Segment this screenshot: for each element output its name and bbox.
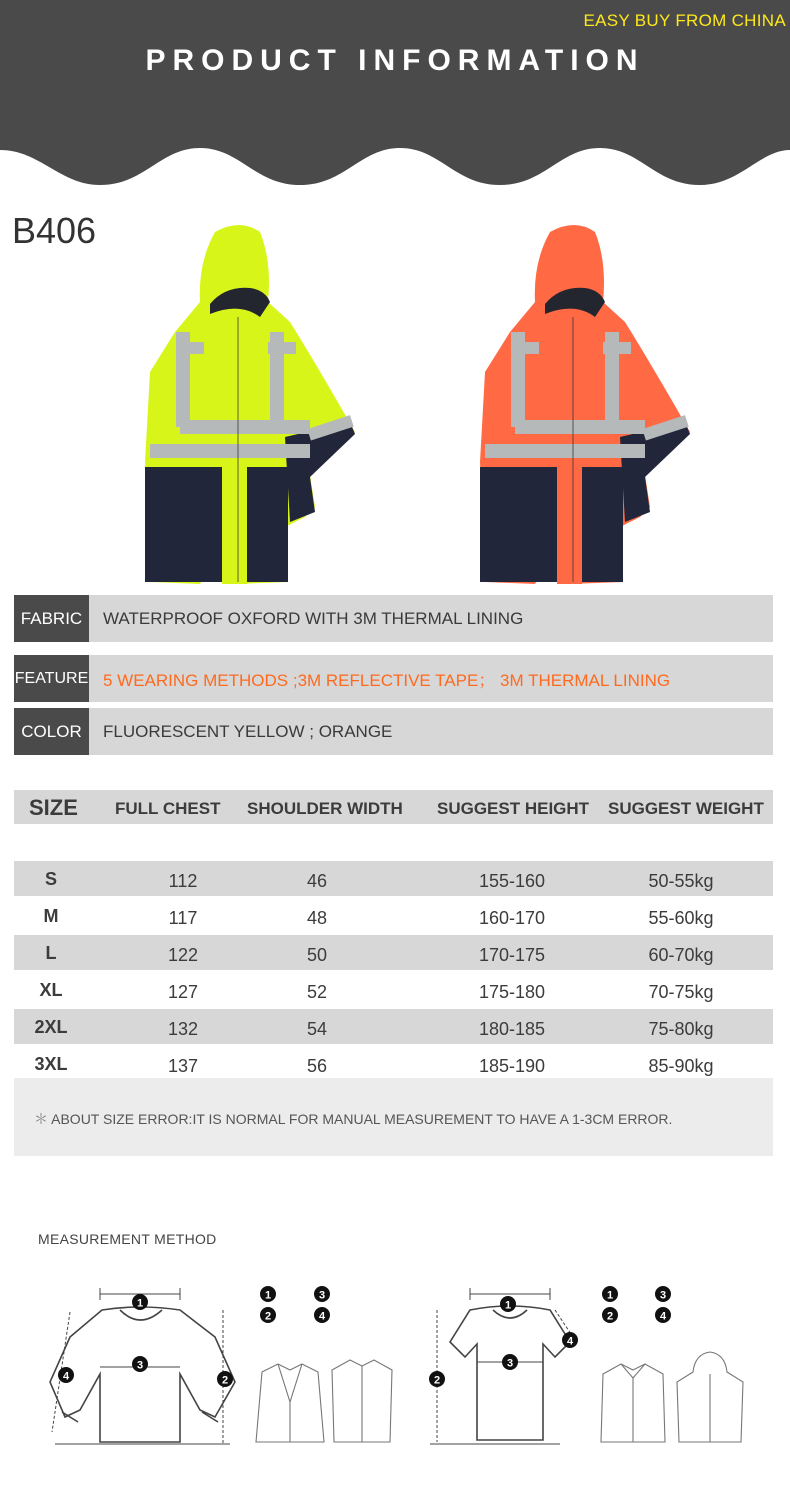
legend-marker-2: 2 — [264, 1310, 272, 1323]
size-table-header — [14, 790, 773, 824]
marker-4: 4 — [566, 1335, 574, 1348]
cell-chest: 137 — [167, 1056, 199, 1076]
marker-3: 3 — [136, 1359, 144, 1372]
legend-marker-4: 4 — [318, 1310, 326, 1323]
cell-weight: 55-60kg — [648, 908, 714, 928]
measurement-diagram-long-sleeve — [40, 1282, 395, 1452]
brand-text: EASY BUY FROM CHINA — [583, 11, 786, 30]
cell-weight: 70-75kg — [648, 982, 714, 1002]
cell-weight: 50-55kg — [648, 871, 714, 891]
cell-size: 3XL — [34, 1054, 68, 1074]
cell-height: 160-170 — [478, 908, 546, 928]
cell-size: S — [44, 869, 58, 889]
header-suggest-height: SUGGEST HEIGHT — [437, 799, 590, 818]
marker-1: 1 — [136, 1297, 144, 1310]
legend-marker-1: 1 — [264, 1289, 272, 1302]
legend-marker-4: 4 — [659, 1310, 667, 1323]
spec-label: COLOR — [14, 708, 89, 755]
spec-row-color — [14, 708, 773, 755]
marker-set — [58, 1294, 233, 1387]
model-number: B406 — [12, 210, 97, 251]
cell-chest: 112 — [168, 871, 198, 891]
jacket-icon — [332, 1360, 392, 1442]
marker-2: 2 — [433, 1374, 441, 1387]
page-title: PRODUCT INFORMATION — [145, 44, 645, 77]
jacket-image-orange — [475, 222, 695, 587]
hoodie-icon — [677, 1352, 743, 1442]
spec-row-fabric — [14, 595, 773, 642]
cell-shoulder: 54 — [306, 1019, 328, 1039]
measurement-diagram-short-sleeve — [425, 1282, 780, 1452]
cell-shoulder: 52 — [306, 982, 328, 1002]
header-full-chest: FULL CHEST — [115, 799, 221, 818]
cell-size: XL — [39, 980, 63, 1000]
spec-value: 5 WEARING METHODS ;3M REFLECTIVE TAPE； 3M THERMAL LINING — [103, 671, 671, 690]
note-text — [34, 1109, 672, 1129]
measurement-title: MEASUREMENT METHOD — [38, 1231, 217, 1247]
cell-shoulder: 48 — [306, 908, 328, 928]
note-body: ABOUT SIZE ERROR:IT IS NORMAL FOR MANUAL MEASUREMENT TO HAVE A 1-3CM ERROR. — [51, 1111, 673, 1127]
cell-weight: 75-80kg — [648, 1019, 714, 1039]
header-size: SIZE — [29, 795, 78, 820]
header-suggest-weight: SUGGEST WEIGHT — [608, 799, 764, 818]
spec-label: FEATURE — [14, 655, 89, 702]
table-row — [14, 898, 773, 933]
legend-marker-3: 3 — [318, 1289, 326, 1302]
spec-value: WATERPROOF OXFORD WITH 3M THERMAL LINING — [103, 608, 524, 628]
asterisk-icon: ＊ — [34, 1111, 48, 1127]
cell-height: 170-175 — [478, 945, 546, 965]
table-row — [14, 1009, 773, 1044]
marker-4: 4 — [62, 1370, 70, 1383]
cell-size: M — [43, 906, 59, 926]
page-header — [0, 0, 790, 190]
cell-weight: 60-70kg — [648, 945, 714, 965]
table-row — [14, 972, 773, 1007]
cell-size: L — [45, 943, 57, 963]
legend-marker-2: 2 — [606, 1310, 614, 1323]
spec-label: FABRIC — [14, 595, 89, 642]
cell-height: 175-180 — [478, 982, 546, 1002]
table-row — [14, 861, 773, 896]
cell-chest: 132 — [167, 1019, 199, 1039]
cell-height: 155-160 — [478, 871, 546, 891]
header-shoulder-width: SHOULDER WIDTH — [247, 799, 403, 818]
cell-chest: 127 — [167, 982, 199, 1002]
blazer-icon — [256, 1364, 324, 1442]
legend-marker-3: 3 — [659, 1289, 667, 1302]
size-error-note — [14, 1078, 773, 1156]
marker-1: 1 — [504, 1299, 512, 1312]
cell-shoulder: 50 — [306, 945, 328, 965]
marker-2: 2 — [221, 1374, 229, 1387]
cell-chest: 122 — [167, 945, 199, 965]
cell-shoulder: 46 — [306, 871, 328, 891]
cell-weight: 85-90kg — [648, 1056, 714, 1076]
table-row — [14, 935, 773, 970]
spec-value: FLUORESCENT YELLOW ; ORANGE — [103, 721, 393, 741]
cell-height: 185-190 — [478, 1056, 546, 1076]
legend-marker-1: 1 — [606, 1289, 614, 1302]
cell-chest: 117 — [168, 908, 198, 928]
spec-row-feature — [14, 655, 773, 702]
cell-height: 180-185 — [478, 1019, 546, 1039]
jacket-image-yellow — [140, 222, 360, 587]
cell-size: 2XL — [34, 1017, 68, 1037]
table-row — [14, 1046, 773, 1081]
marker-3: 3 — [506, 1357, 514, 1370]
shirt-icon — [601, 1364, 665, 1442]
cell-shoulder: 56 — [306, 1056, 328, 1076]
